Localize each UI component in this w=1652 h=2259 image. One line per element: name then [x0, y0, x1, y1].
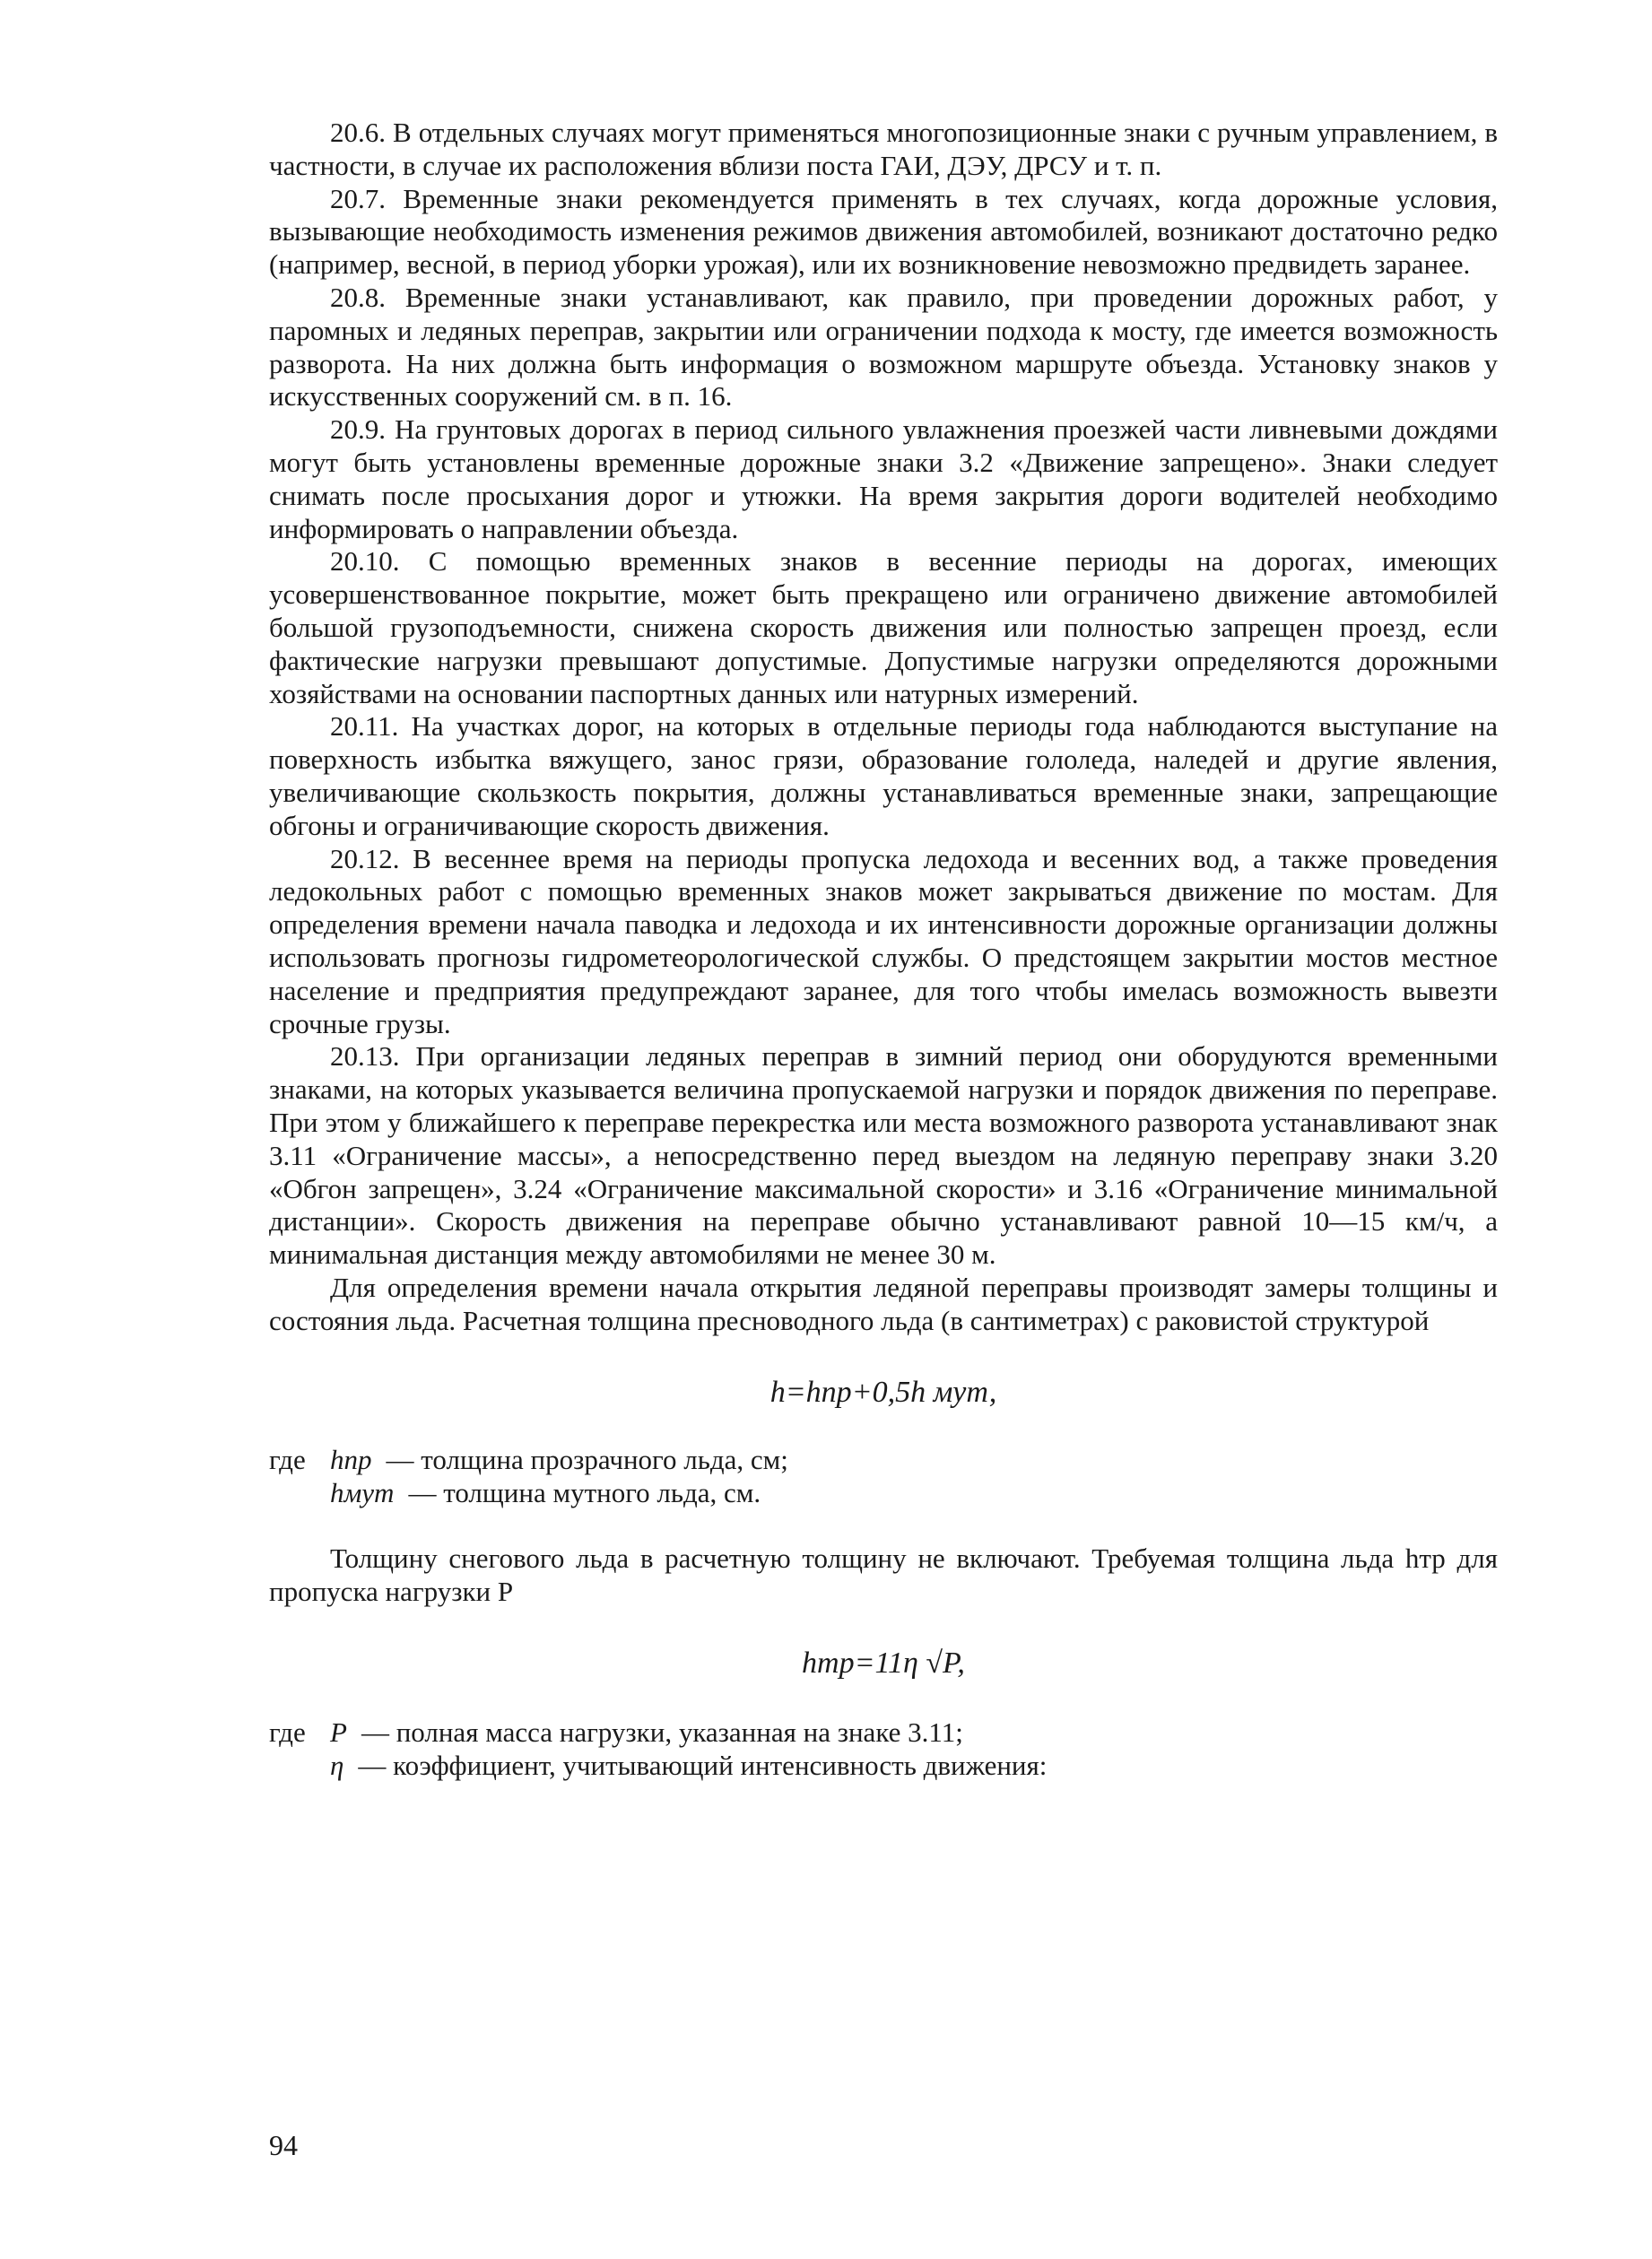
definition-row	[269, 1750, 1498, 1783]
paragraph-20-12: 20.12. В весеннее время на периоды пропуска ледохода и весенних вод, а также проведения ледокольных работ с помощью временных знаков может закрываться движение по мостам. Для определения времени начала паводка и ледохода и их интенсивности дорожные организации должны использовать прогнозы гидрометеорологической службы. О предстоящем закрытии мостов местное население и предприятия предупреждают заранее, для того чтобы имелась возможность вывезти срочные грузы.	[269, 842, 1498, 1039]
definition-row	[269, 1477, 1498, 1510]
definitions-ice-thickness	[269, 1444, 1498, 1510]
paragraph-20-9: 20.9. На грунтовых дорогах в период сильного увлажнения проезжей части ливневыми дождями могут быть установлены временные дорожные знаки 3.2 «Движение запрещено». Знаки следует снимать после просыхания дорог и утюжки. На время закрытия дороги водителей необходимо информировать о направлении объезда.	[269, 413, 1498, 544]
paragraph-20-10: 20.10. С помощью временных знаков в весенние периоды на дорогах, имеющих усовершенствованное покрытие, может быть прекращено или ограничено движение автомобилей большой грузоподъемности, снижена скорость движения или полностью запрещен проезд, если фактические нагрузки превышают допустимые. Допустимые нагрузки определяются дорожными хозяйствами на основании паспортных данных или натурных измерений.	[269, 545, 1498, 709]
definition-symbol: hпр	[330, 1444, 372, 1476]
paragraph-ice-measurement: Для определения времени начала открытия ледяной переправы производят замеры толщины и состояния льда. Расчетная толщина пресноводного льда (в сантиметрах) с раковистой структурой	[269, 1271, 1498, 1336]
definition-text: — полная масса нагрузки, указанная на знаке 3.11;	[361, 1716, 963, 1749]
page-number: 94	[269, 2129, 298, 2161]
definition-text: — толщина мутного льда, см.	[408, 1477, 761, 1509]
paragraph-20-6: 20.6. В отдельных случаях могут применяться многопозиционные знаки с ручным управлением, в частности, в случае их расположения вблизи поста ГАИ, ДЭУ, ДРСУ и т. п.	[269, 117, 1498, 181]
paragraph-20-11: 20.11. На участках дорог, на которых в отдельные периоды года наблюдаются выступание на поверхность избытка вяжущего, занос грязи, образование гололеда, наледей и другие явления, увеличивающие скользкость покрытия, должны устанавливаться временные знаки, запрещающие обгоны и ограничивающие скорость движения.	[269, 710, 1498, 841]
paragraph-required-thickness: Толщину снегового льда в расчетную толщину не включают. Требуемая толщина льда hтр для пропуска нагрузки P	[269, 1542, 1498, 1607]
definition-row	[269, 1444, 1498, 1477]
definition-text: — коэффициент, учитывающий интенсивность движения:	[358, 1750, 1048, 1782]
definitions-lead-word: где	[269, 1444, 306, 1476]
paragraph-20-7: 20.7. Временные знаки рекомендуется применять в тех случаях, когда дорожные условия, вызывающие необходимость изменения режимов движения автомобилей, возникают достаточно редко (например, весной, в период уборки урожая), или их возникновение невозможно предвидеть заранее.	[269, 182, 1498, 281]
formula-ice-thickness: h=hпр+0,5h мут,	[769, 1376, 997, 1410]
body-text	[269, 117, 1498, 1783]
paragraph-20-13: 20.13. При организации ледяных переправ в зимний период они оборудуются временными знаками, на которых указывается величина пропускаемой нагрузки и порядок движения по переправе. При этом у ближайшего к переправе перекрестка или места возможного разворота устанавливают знак 3.11 «Ограничение массы», а непосредственно перед выездом на ледяную переправу знаки 3.20 «Обгон запрещен», 3.24 «Ограничение максимальной скорости» и 3.16 «Ограничение минимальной дистанции». Скорость движения на переправе обычно устанавливают равной 10—15 км/ч, а минимальная дистанция между автомобилями не менее 30 м.	[269, 1040, 1498, 1271]
formula-required-thickness: hтр=11η √P,	[802, 1646, 965, 1681]
paragraph-20-8: 20.8. Временные знаки устанавливают, как правило, при проведении дорожных работ, у паромных и ледяных переправ, закрытии или ограничении подхода к мосту, где имеется возможность разворота. На них должна быть информация о возможном маршруте объезда. Установку знаков у искусственных сооружений см. в п. 16.	[269, 281, 1498, 413]
definition-symbol: P	[330, 1716, 347, 1749]
definition-text: — толщина прозрачного льда, см;	[386, 1444, 788, 1476]
definitions-required-thickness	[269, 1716, 1498, 1783]
definition-row	[269, 1716, 1498, 1750]
definitions-lead-word: где	[269, 1716, 306, 1749]
definition-symbol: hмут	[330, 1477, 395, 1509]
definition-symbol: η	[330, 1750, 344, 1782]
